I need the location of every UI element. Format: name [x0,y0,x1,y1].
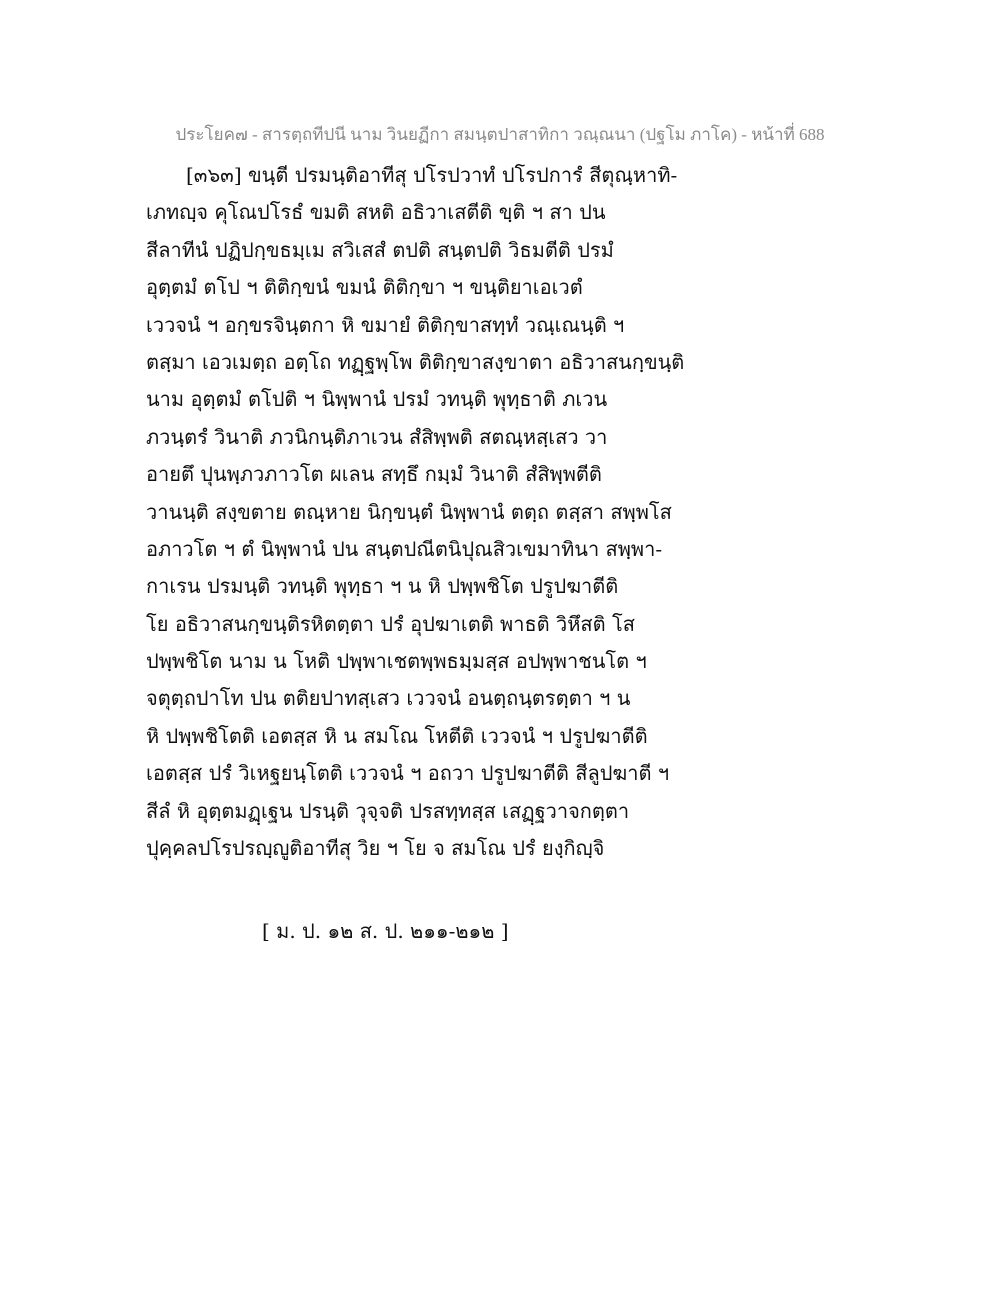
text-line-19: ปุคฺคลปโรปรญฺญูติอาทีสุ วิย ฯ โย จ สมโณ ปรํ ยงฺกิญฺจิ [146,836,605,861]
text-line-18: สีลํ หิ อุตฺตมฏฺเฐน ปรนฺติ วุจฺจติ ปรสทฺทสฺส เสฏฺฐวาจกตฺตา [146,798,630,823]
text-line-17: เอตสฺส ปรํ วิเหฐยนฺโตติ เววจนํ ฯ อถวา ปรูปฆาตีติ สีลูปฆาตี ฯ [146,761,670,786]
text-line-15: จตุตฺถปาโท ปน ตติยปาทสฺเสว เววจนํ อนตฺถนฺตรตฺตา ฯ น [146,686,631,711]
text-line-8: ภวนฺตรํ วินาติ ภวนิกนฺติภาเวน สํสิพฺพติ สตณฺหสฺเสว วา [146,424,608,449]
text-line-12: กาเรน ปรมนฺติ วทนฺติ พุทฺธา ฯ น หิ ปพฺพชิโต ปรูปฆาตีติ [146,574,619,599]
text-line-2: เภทญฺจ คุโณปโรธํ ขมติ สหติ อธิวาเสตีติ ขฺติ ฯ สา ปน [146,200,606,225]
text-line-9: อายตึ ปุนพฺภวภาวโต ผเลน สทฺธึ กมฺมํ วินาติ สํสิพฺพตีติ [146,462,602,487]
text-line-16: หิ ปพฺพชิโตติ เอตสฺส หิ น สมโณ โหตีติ เววจนํ ฯ ปรูปฆาตีติ [146,723,648,748]
text-line-11: อภาวโต ฯ ตํ นิพฺพานํ ปน สนฺตปณีตนิปุณสิวเขมาทินา สพฺพา- [146,536,663,561]
text-line-13: โย อธิวาสนกฺขนฺติรหิตตฺตา ปรํ อุปฆาเตติ พาธติ วิหึสติ โส [146,611,635,636]
text-line-6: ตสฺมา เอวเมตฺถ อตฺโถ ทฏฺฐพฺโพ ติติกฺขาสงฺขาตา อธิวาสนกฺขนฺติ [146,349,685,374]
text-line-5: เววจนํ ฯ อกฺขรจินฺตกา หิ ขมายํ ติติกฺขาสทฺทํ วณฺเณนฺติ ฯ [146,312,625,337]
text-line-4: อุตฺตมํ ตโป ฯ ติติกฺขนํ ขมนํ ติติกฺขา ฯ ขนฺติยาเอเวตํ [146,275,583,300]
page-header: ประโยค๗ - สารตฺถทีปนี นาม วินยฏีกา สมนฺตปาสาทิกา วณฺณนา (ปฐโม ภาโค) - หน้าที่ 688 [175,125,825,144]
text-line-10: วานนฺติ สงฺขตาย ตณฺหาย นิกฺขนฺตํ นิพฺพานํ ตตฺถ ตสฺสา สพฺพโส [146,499,672,524]
text-line-3: สีลาทีนํ ปฏิปกฺขธมฺเม สวิเสสํ ตปติ สนฺตปติ วิธมตีติ ปรมํ [146,237,614,262]
reference-note: [ ม. ป. ๑๒ ส. ป. ๒๑๑-๒๑๒ ] [262,919,509,943]
text-line-1: [๓๖๓] ขนฺตี ปรมนฺติอาทีสุ ปโรปวาทํ ปโรปการํ สีตุณฺหาทิ- [186,163,678,187]
text-line-14: ปพฺพชิโต นาม น โหติ ปพฺพาเชตพฺพธมฺมสฺส อปพฺพาชนโต ฯ [146,649,647,674]
body-text [146,157,706,867]
text-line-7: นาม อุตฺตมํ ตโปติ ฯ นิพฺพานํ ปรมํ วทนฺติ พุทฺธาติ ภเวน [146,387,608,412]
